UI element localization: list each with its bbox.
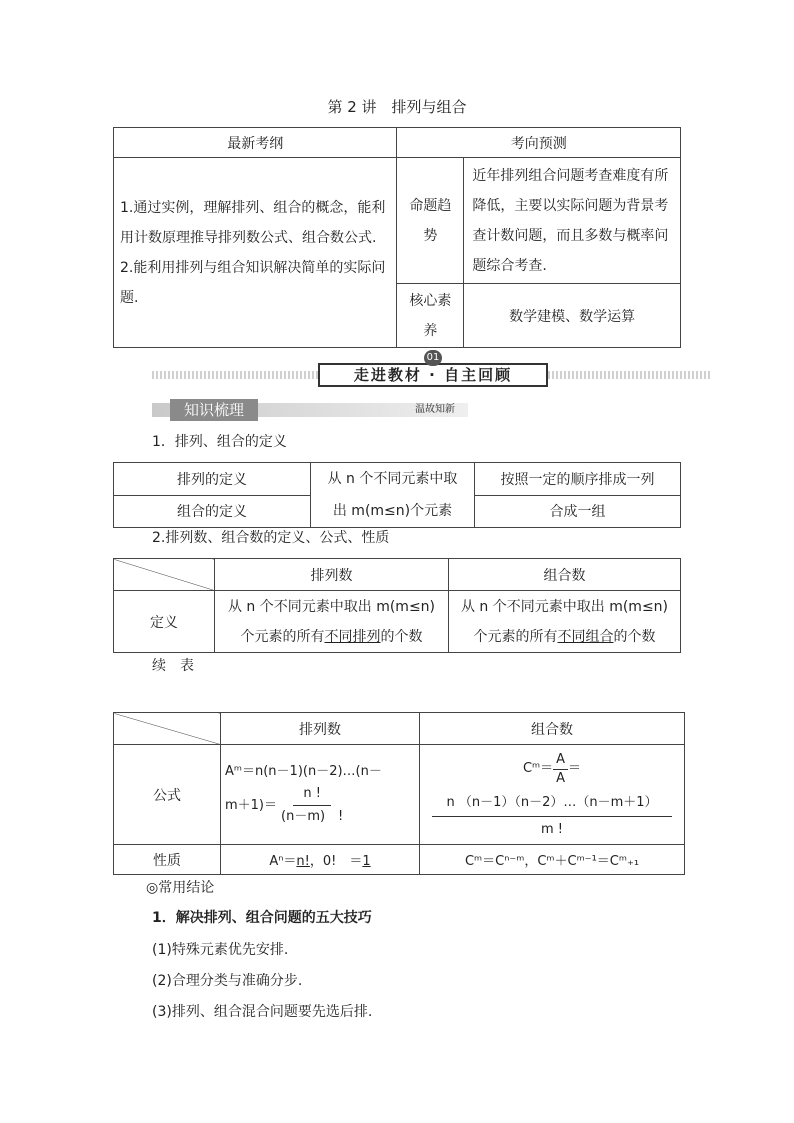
literacy-text: 数学建模、数学运算 xyxy=(464,284,681,348)
banner-right-stripe xyxy=(548,371,712,379)
perm-property-answer2: 1 xyxy=(362,854,371,869)
syllabus-header-outline: 最新考纲 xyxy=(114,128,397,158)
comb-definition xyxy=(449,591,681,653)
comb-formula-numerator: n （n－1）（n－2）…（n－m＋1） xyxy=(432,794,672,817)
knowledge-title xyxy=(170,399,258,421)
col-comb-header: 组合数 xyxy=(449,559,681,591)
comb-frac-num: A xyxy=(553,751,568,770)
perm-formula xyxy=(221,745,420,845)
section2-heading: 2.排列数、组合数的定义、公式、性质 xyxy=(152,530,390,546)
comb-formula-denominator: m ! xyxy=(540,821,563,837)
objective-item: 2.能利用排列与组合知识解决简单的实际问题. xyxy=(120,259,386,306)
banner-box xyxy=(318,363,548,387)
comb-frac-den: A xyxy=(556,770,566,786)
corner-cell-2 xyxy=(114,713,221,745)
continued-label: 续 表 xyxy=(152,658,194,674)
comb-formula xyxy=(420,745,685,845)
perm-property-a: Aⁿ＝ xyxy=(269,854,297,869)
trend-label-text: 命题趋势 xyxy=(409,197,452,244)
conclusion-item: (1)特殊元素优先安排. xyxy=(152,942,289,958)
comb-property: Cᵐ＝Cⁿ⁻ᵐ，Cᵐ＋Cᵐ⁻¹＝Cᵐ₊₁ xyxy=(420,845,685,875)
col-perm-header: 排列数 xyxy=(215,559,449,591)
definition-shared-line2: 出 m(m≤n)个元素 xyxy=(332,503,453,519)
perm-def-text: 个元素的所有 xyxy=(240,628,325,645)
comb-formula-eq: ＝ xyxy=(568,761,582,776)
literacy-label-text: 核心素养 xyxy=(409,292,452,339)
comb-def-tail: 的个数 xyxy=(613,628,656,645)
comb-def-label: 组合的定义 xyxy=(114,495,311,528)
comb-def-answer: 不同组合 xyxy=(557,628,614,645)
comb-action: 合成一组 xyxy=(475,495,681,528)
perm-formula-numerator: n ! xyxy=(293,783,331,806)
perm-formula-denominator: (n－m) ! xyxy=(281,809,344,824)
comb-formula-top xyxy=(424,751,680,788)
perm-definition-line2 xyxy=(219,622,444,652)
perm-action: 按照一定的顺序排成一列 xyxy=(475,463,681,496)
definition-shared-line1: 从 n 个不同元素中取 xyxy=(327,471,458,487)
page-title: 第 2 讲 排列与组合 xyxy=(327,98,467,116)
perm-def-label: 排列的定义 xyxy=(114,463,311,496)
perm-property-answer1: n! xyxy=(296,854,310,869)
banner-text: 走进教材 · 自主回顾 xyxy=(353,366,513,384)
row-formula-label: 公式 xyxy=(114,745,221,845)
banner-left-stripe xyxy=(152,371,318,379)
definition-shared-text xyxy=(311,463,475,528)
trend-label xyxy=(397,158,464,284)
trend-text: 近年排列组合问题考查难度有所降低，主要以实际问题为背景考查计数问题，而且多数与概率问题综合考查. xyxy=(464,158,681,284)
perm-formula-fraction xyxy=(281,783,343,828)
objective-item: 1.通过实例，理解排列、组合的概念，能利用计数原理推导排列数公式、组合数公式. xyxy=(120,199,386,246)
perm-property xyxy=(221,845,420,875)
knowledge-title-text: 知识梳理 xyxy=(183,401,244,419)
conclusion-item: (3)排列、组合混合问题要先选后排. xyxy=(152,1004,373,1020)
perm-property-b: ，0! ＝ xyxy=(309,854,363,869)
conclusion-item: (2)合理分类与准确分步. xyxy=(152,973,303,989)
perm-formula-line1: Aᵐ＝n(n－1)(n－2)…(n－ xyxy=(225,764,382,779)
conclusions-heading: 1．解决排列、组合问题的五大技巧 xyxy=(152,910,372,926)
col-comb-header-2: 组合数 xyxy=(420,713,685,745)
perm-formula-line2 xyxy=(225,783,415,828)
number-def-table xyxy=(113,558,681,653)
knowledge-subtitle: 温故知新 xyxy=(415,404,455,415)
perm-def-tail: 的个数 xyxy=(380,628,423,645)
comb-def-text: 个元素的所有 xyxy=(473,628,558,645)
comb-definition-line1: 从 n 个不同元素中取出 m(m≤n) xyxy=(460,598,669,615)
corner-cell xyxy=(114,559,215,591)
banner-badge-number: 01 xyxy=(426,352,440,363)
banner-badge xyxy=(424,350,442,366)
comb-formula-lhs: Cᵐ＝ xyxy=(522,761,554,776)
literacy-label xyxy=(397,284,464,348)
perm-def-answer: 不同排列 xyxy=(324,628,381,645)
comb-definition-line2 xyxy=(453,622,676,652)
syllabus-objectives xyxy=(114,158,397,348)
perm-definition-line1: 从 n 个不同元素中取出 m(m≤n) xyxy=(227,598,436,615)
definition-table xyxy=(113,462,681,528)
perm-formula-prefix: m＋1)＝ xyxy=(225,797,278,813)
perm-definition xyxy=(215,591,449,653)
conclusions-title: ◎常用结论 xyxy=(146,880,215,896)
row-def-label: 定义 xyxy=(114,591,215,653)
syllabus-header-forecast: 考向预测 xyxy=(397,128,681,158)
comb-formula-af xyxy=(553,751,568,788)
col-perm-header-2: 排列数 xyxy=(221,713,420,745)
row-property-label: 性质 xyxy=(114,845,221,875)
syllabus-table xyxy=(113,127,681,348)
formula-table xyxy=(113,712,685,875)
section1-heading: 1．排列、组合的定义 xyxy=(152,434,287,450)
